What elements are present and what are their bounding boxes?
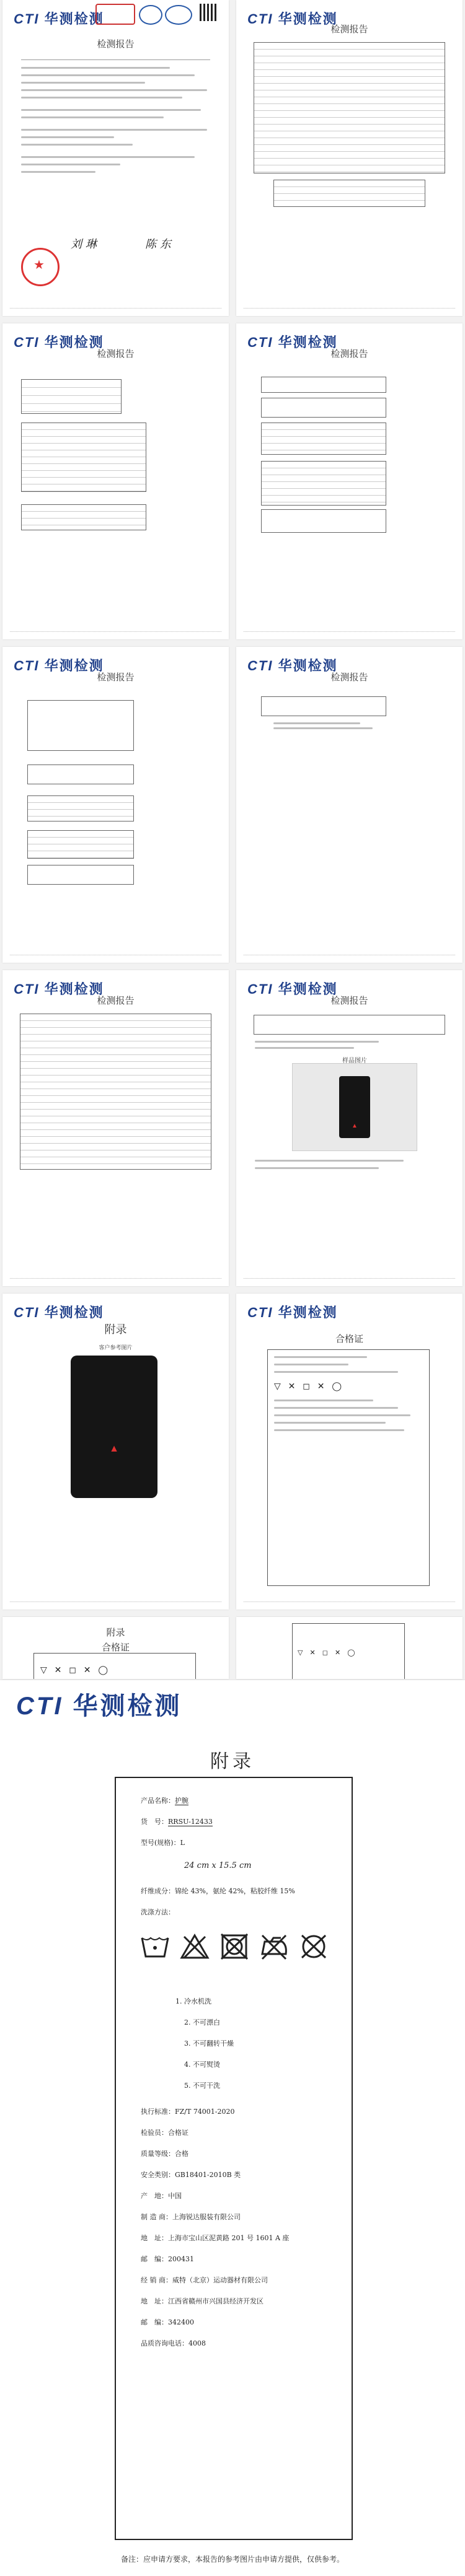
care-icons xyxy=(140,1933,329,1960)
distributor: 威特（北京）运动器材有限公司 xyxy=(172,2276,268,2284)
thumbnail-page-11 xyxy=(2,1617,229,1679)
report-title: 检测报告 xyxy=(330,24,368,35)
cert-title: 合格证 xyxy=(101,1642,130,1653)
cti-logo: CTI 华测检测 xyxy=(247,658,338,673)
thumbnail-page-2 xyxy=(236,0,463,316)
thumbnail-page-6 xyxy=(236,647,463,963)
report-title: 检测报告 xyxy=(330,672,368,683)
grade: 合格 xyxy=(175,2150,188,2158)
hotline: 4008 xyxy=(188,2339,206,2347)
address: 上海市宝山区泥黄路 201 号 1601 A 座 xyxy=(168,2234,290,2242)
report-title: 检测报告 xyxy=(330,348,368,359)
dimension: 24 cm x 15.5 cm xyxy=(184,1861,252,1870)
size: L xyxy=(180,1839,185,1847)
appendix-title-large: 附录 xyxy=(210,1751,255,1772)
thumbnail-page-4 xyxy=(236,323,463,639)
signature-2: 陈 东 xyxy=(145,238,171,251)
distributor-address: 江西省赣州市兴国县经济开发区 xyxy=(168,2297,264,2305)
thumbnail-page-1 xyxy=(2,0,229,316)
red-seal-stamp xyxy=(21,248,60,286)
standard: FZ/T 74001-2020 xyxy=(175,2108,235,2116)
origin: 中国 xyxy=(168,2192,182,2200)
cti-logo: CTI 华测检测 xyxy=(14,1305,104,1320)
report-title: 检测报告 xyxy=(330,995,368,1006)
wristband-photo: ▲ xyxy=(71,1356,157,1498)
sample-photo: 样品图片 ▲ xyxy=(292,1063,417,1151)
manufacturer: 上海锐达服装有限公司 xyxy=(172,2213,241,2221)
cnas-badge xyxy=(165,5,192,25)
report-title: 检测报告 xyxy=(97,38,135,50)
cti-logo-large: CTI 华测检测 xyxy=(16,1693,182,1720)
safety-category: GB18401-2010B 类 xyxy=(175,2171,241,2179)
cert-label: ▽ ✕ ◻ ✕ ◯ xyxy=(292,1623,405,1679)
signature-1: 刘 琳 xyxy=(71,238,97,251)
wash-tub-icon xyxy=(140,1933,170,1960)
hang-tag: 产品名称：护腕 货 号：RRSU-12433 型号(规格)：L 24 cm x 15.5 cm 纤维成分：锦纶 43%，氨纶 42%，粘胶纤维 15% 洗涤方法： 1. 冷水机洗 2. 不可漂白 3. 不可翻转干燥 4. 不可熨烫 5. 不可干洗 执行标准：FZ/T 74001-2020 检验员：合格证 质量等级：合格 安全类别：GB18401-2010B 类 产 地：中国 制 造 商：上海锐达服装有限公司 地 址：上海市宝山区泥黄路 201 号 1601 A 座 邮 编：200431 经 销 商：威特（北京）运动器材有限公司 地 址：江西省赣州市兴国县经济开发区 邮 编：342400 品质咨询电话：4008 xyxy=(115,1777,353,2540)
no-iron-icon xyxy=(259,1933,290,1960)
cert-label: ▽ ✕ ◻ ✕ ◯ xyxy=(33,1653,196,1679)
cti-logo: CTI 华测检测 xyxy=(14,981,104,997)
thumbnail-page-9 xyxy=(2,1294,229,1610)
cert-label xyxy=(267,1349,430,1586)
report-title: 检测报告 xyxy=(97,672,135,683)
cti-logo: CTI 华测检测 xyxy=(247,335,338,350)
qr-code xyxy=(200,4,217,21)
report-title: 检测报告 xyxy=(97,995,135,1006)
thumbnail-page-5 xyxy=(2,647,229,963)
care-symbols: ▽ ✕ ◻ ✕ ◯ xyxy=(274,1381,345,1391)
cti-logo: CTI 华测检测 xyxy=(14,658,104,673)
appendix-title: 附录 xyxy=(104,1323,127,1336)
wash-step-4: 4. 不可熨烫 xyxy=(184,2061,220,2069)
thumbnail-page-8 xyxy=(236,970,463,1286)
no-dry-clean-icon xyxy=(298,1933,329,1960)
appendix-title: 附录 xyxy=(106,1627,125,1638)
cma-badge xyxy=(95,4,135,25)
wash-step-2: 2. 不可漂白 xyxy=(184,2018,220,2026)
distributor-postcode: 342400 xyxy=(168,2318,194,2326)
postcode: 200431 xyxy=(168,2255,194,2263)
client-photo-label: 客户参考图片 xyxy=(99,1344,133,1351)
thumbnail-page-3 xyxy=(2,323,229,639)
composition: 锦纶 43%，氨纶 42%，粘胶纤维 15% xyxy=(175,1887,295,1895)
product-name: 护腕 xyxy=(175,1797,188,1805)
cti-logo: CTI 华测检测 xyxy=(247,11,338,27)
wash-step-3: 3. 不可翻转干燥 xyxy=(184,2039,234,2048)
thumbnail-page-7 xyxy=(2,970,229,1286)
ilac-badge xyxy=(139,5,162,25)
cti-logo: CTI 华测检测 xyxy=(247,981,338,997)
no-bleach-icon xyxy=(179,1933,210,1960)
cert-title: 合格证 xyxy=(335,1333,363,1344)
inspector: 合格证 xyxy=(168,2129,188,2137)
report-title: 检测报告 xyxy=(97,348,135,359)
cti-logo: CTI 华测检测 xyxy=(14,335,104,350)
no-tumble-dry-icon xyxy=(219,1933,250,1960)
wash-step-5: 5. 不可干洗 xyxy=(184,2082,220,2090)
model-number: RRSU-12433 xyxy=(168,1818,213,1826)
thumbnail-page-10 xyxy=(236,1294,463,1610)
thumbnail-page-12 xyxy=(236,1617,463,1679)
cti-logo: CTI 华测检测 xyxy=(14,11,104,27)
cti-logo: CTI 华测检测 xyxy=(247,1305,338,1320)
wash-step-1: 1. 冷水机洗 xyxy=(175,1997,211,2005)
wash-label: 洗涤方法： xyxy=(141,1908,175,1916)
footnote: 备注：应申请方要求，本报告的参考图片由申请方提供，仅供参考。 xyxy=(120,2555,344,2564)
